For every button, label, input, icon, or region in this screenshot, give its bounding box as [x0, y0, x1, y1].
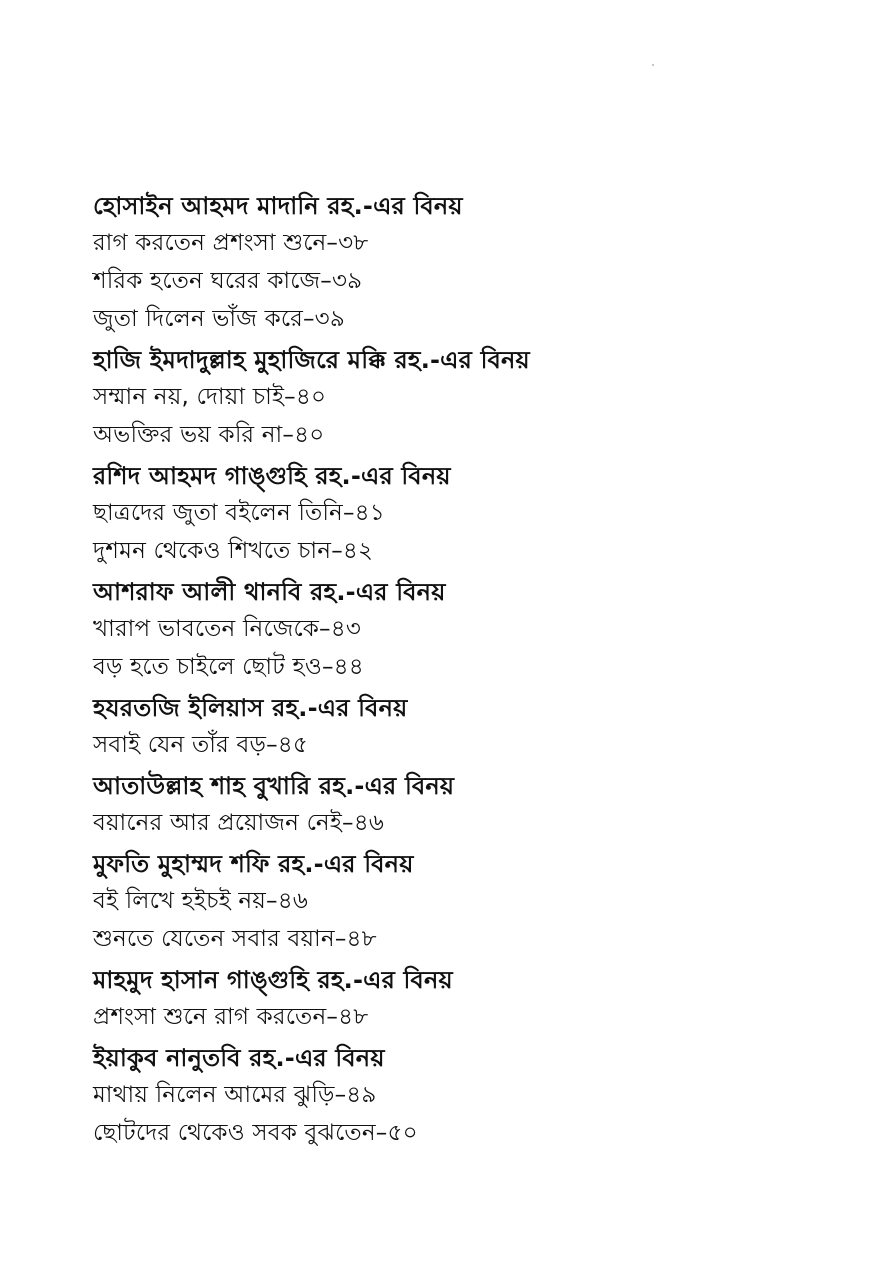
toc-entry: মাথায় নিলেন আমের ঝুড়ি–৪৯ [93, 1082, 377, 1108]
toc-entry: সম্মান নয়, দোয়া চাই–৪০ [93, 384, 327, 410]
toc-entry: খারাপ ভাবতেন নিজেকে–৪৩ [93, 616, 362, 642]
toc-entry: ছাত্রদের জুতা বইলেন তিনি–৪১ [93, 500, 385, 526]
section-heading: মাহমুদ হাসান গাঙ্গুহি রহ.-এর বিনয় [93, 966, 453, 994]
toc-section [93, 1040, 853, 1152]
section-heading: হাজি ইমদাদুল্লাহ মুহাজিরে মক্কি রহ.-এর বিনয় [93, 346, 530, 374]
toc-entry: সবাই যেন তাঁর বড়–৪৫ [93, 732, 309, 758]
table-of-contents [93, 188, 853, 1152]
section-heading: হযরতজি ইলিয়াস রহ.-এর বিনয় [93, 694, 408, 722]
section-heading: আতাউল্লাহ শাহ বুখারি রহ.-এর বিনয় [93, 772, 455, 800]
toc-section [93, 962, 853, 1036]
toc-entry: দুশমন থেকেও শিখতে চান–৪২ [93, 538, 374, 564]
toc-entry: বই লিখে হইচই নয়–৪৬ [93, 888, 309, 914]
toc-section [93, 690, 853, 764]
section-heading: মুফতি মুহাম্মদ শফি রহ.-এর বিনয় [93, 850, 414, 878]
toc-section [93, 846, 853, 958]
toc-entry: অভক্তির ভয় করি না–৪০ [93, 422, 325, 448]
toc-entry: ছোটদের থেকেও সবক বুঝতেন–৫০ [93, 1120, 418, 1146]
toc-section [93, 342, 853, 454]
toc-entry: প্রশংসা শুনে রাগ করতেন–৪৮ [93, 1004, 369, 1030]
toc-entry: শুনতে যেতেন সবার বয়ান–৪৮ [93, 926, 377, 952]
section-heading: হোসাইন আহমদ মাদানি রহ.-এর বিনয় [93, 192, 463, 220]
toc-entry: শরিক হতেন ঘরের কাজে–৩৯ [93, 268, 363, 294]
section-heading: আশরাফ আলী থানবি রহ.-এর বিনয় [93, 578, 446, 606]
section-heading: রশিদ আহমদ গাঙ্গুহি রহ.-এর বিনয় [93, 462, 451, 490]
toc-section [93, 768, 853, 842]
toc-section [93, 458, 853, 570]
toc-entry: রাগ করতেন প্রশংসা শুনে–৩৮ [93, 230, 369, 256]
scan-speck [652, 64, 654, 66]
toc-entry: বড় হতে চাইলে ছোট হও–৪৪ [93, 654, 364, 680]
toc-entry: জুতা দিলেন ভাঁজ করে–৩৯ [93, 306, 345, 332]
toc-section [93, 574, 853, 686]
toc-entry: বয়ানের আর প্রয়োজন নেই–৪৬ [93, 810, 384, 836]
section-heading: ইয়াকুব নানুতবি রহ.-এর বিনয় [93, 1044, 385, 1072]
toc-section [93, 188, 853, 338]
